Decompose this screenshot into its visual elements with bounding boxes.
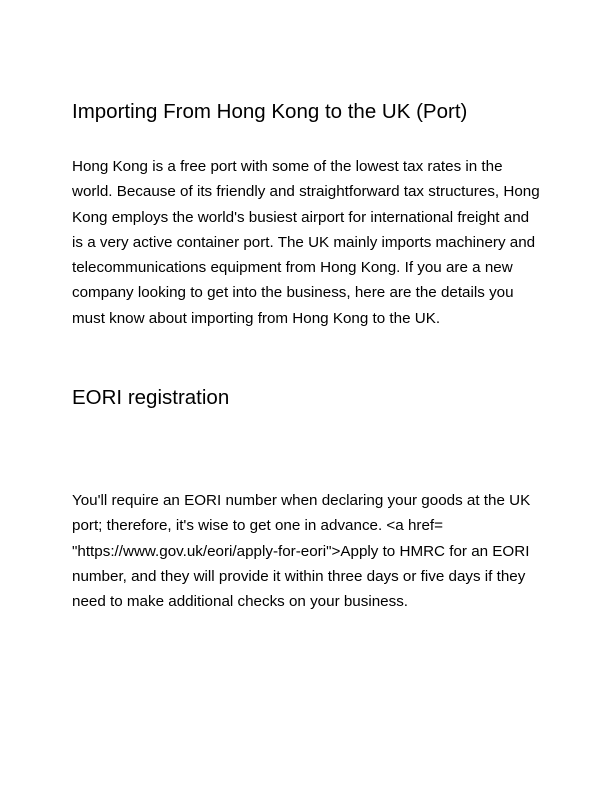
page-title: Importing From Hong Kong to the UK (Port)	[72, 100, 468, 123]
section-paragraph: You'll require an EORI number when declaring your goods at the UK port; therefore, it's wise to get one in advance. <a href= "https://www.gov.uk/eori/apply-for-eori">Apply to HMRC for an EORI number, and they will provide it within three days or five days if they need to make additional checks on your business.	[72, 492, 531, 611]
section-heading: EORI registration	[72, 386, 230, 409]
intro-paragraph: Hong Kong is a free port with some of the lowest tax rates in the world. Because of its friendly and straightforward tax structures, Hong Kong employs the world's busiest airport for international freight and is a very active container port. The UK mainly imports machinery and telecommunications equipment from Hong Kong. If you are a new company looking to get into the business, here are the details you must know about importing from Hong Kong to the UK.	[72, 158, 540, 327]
